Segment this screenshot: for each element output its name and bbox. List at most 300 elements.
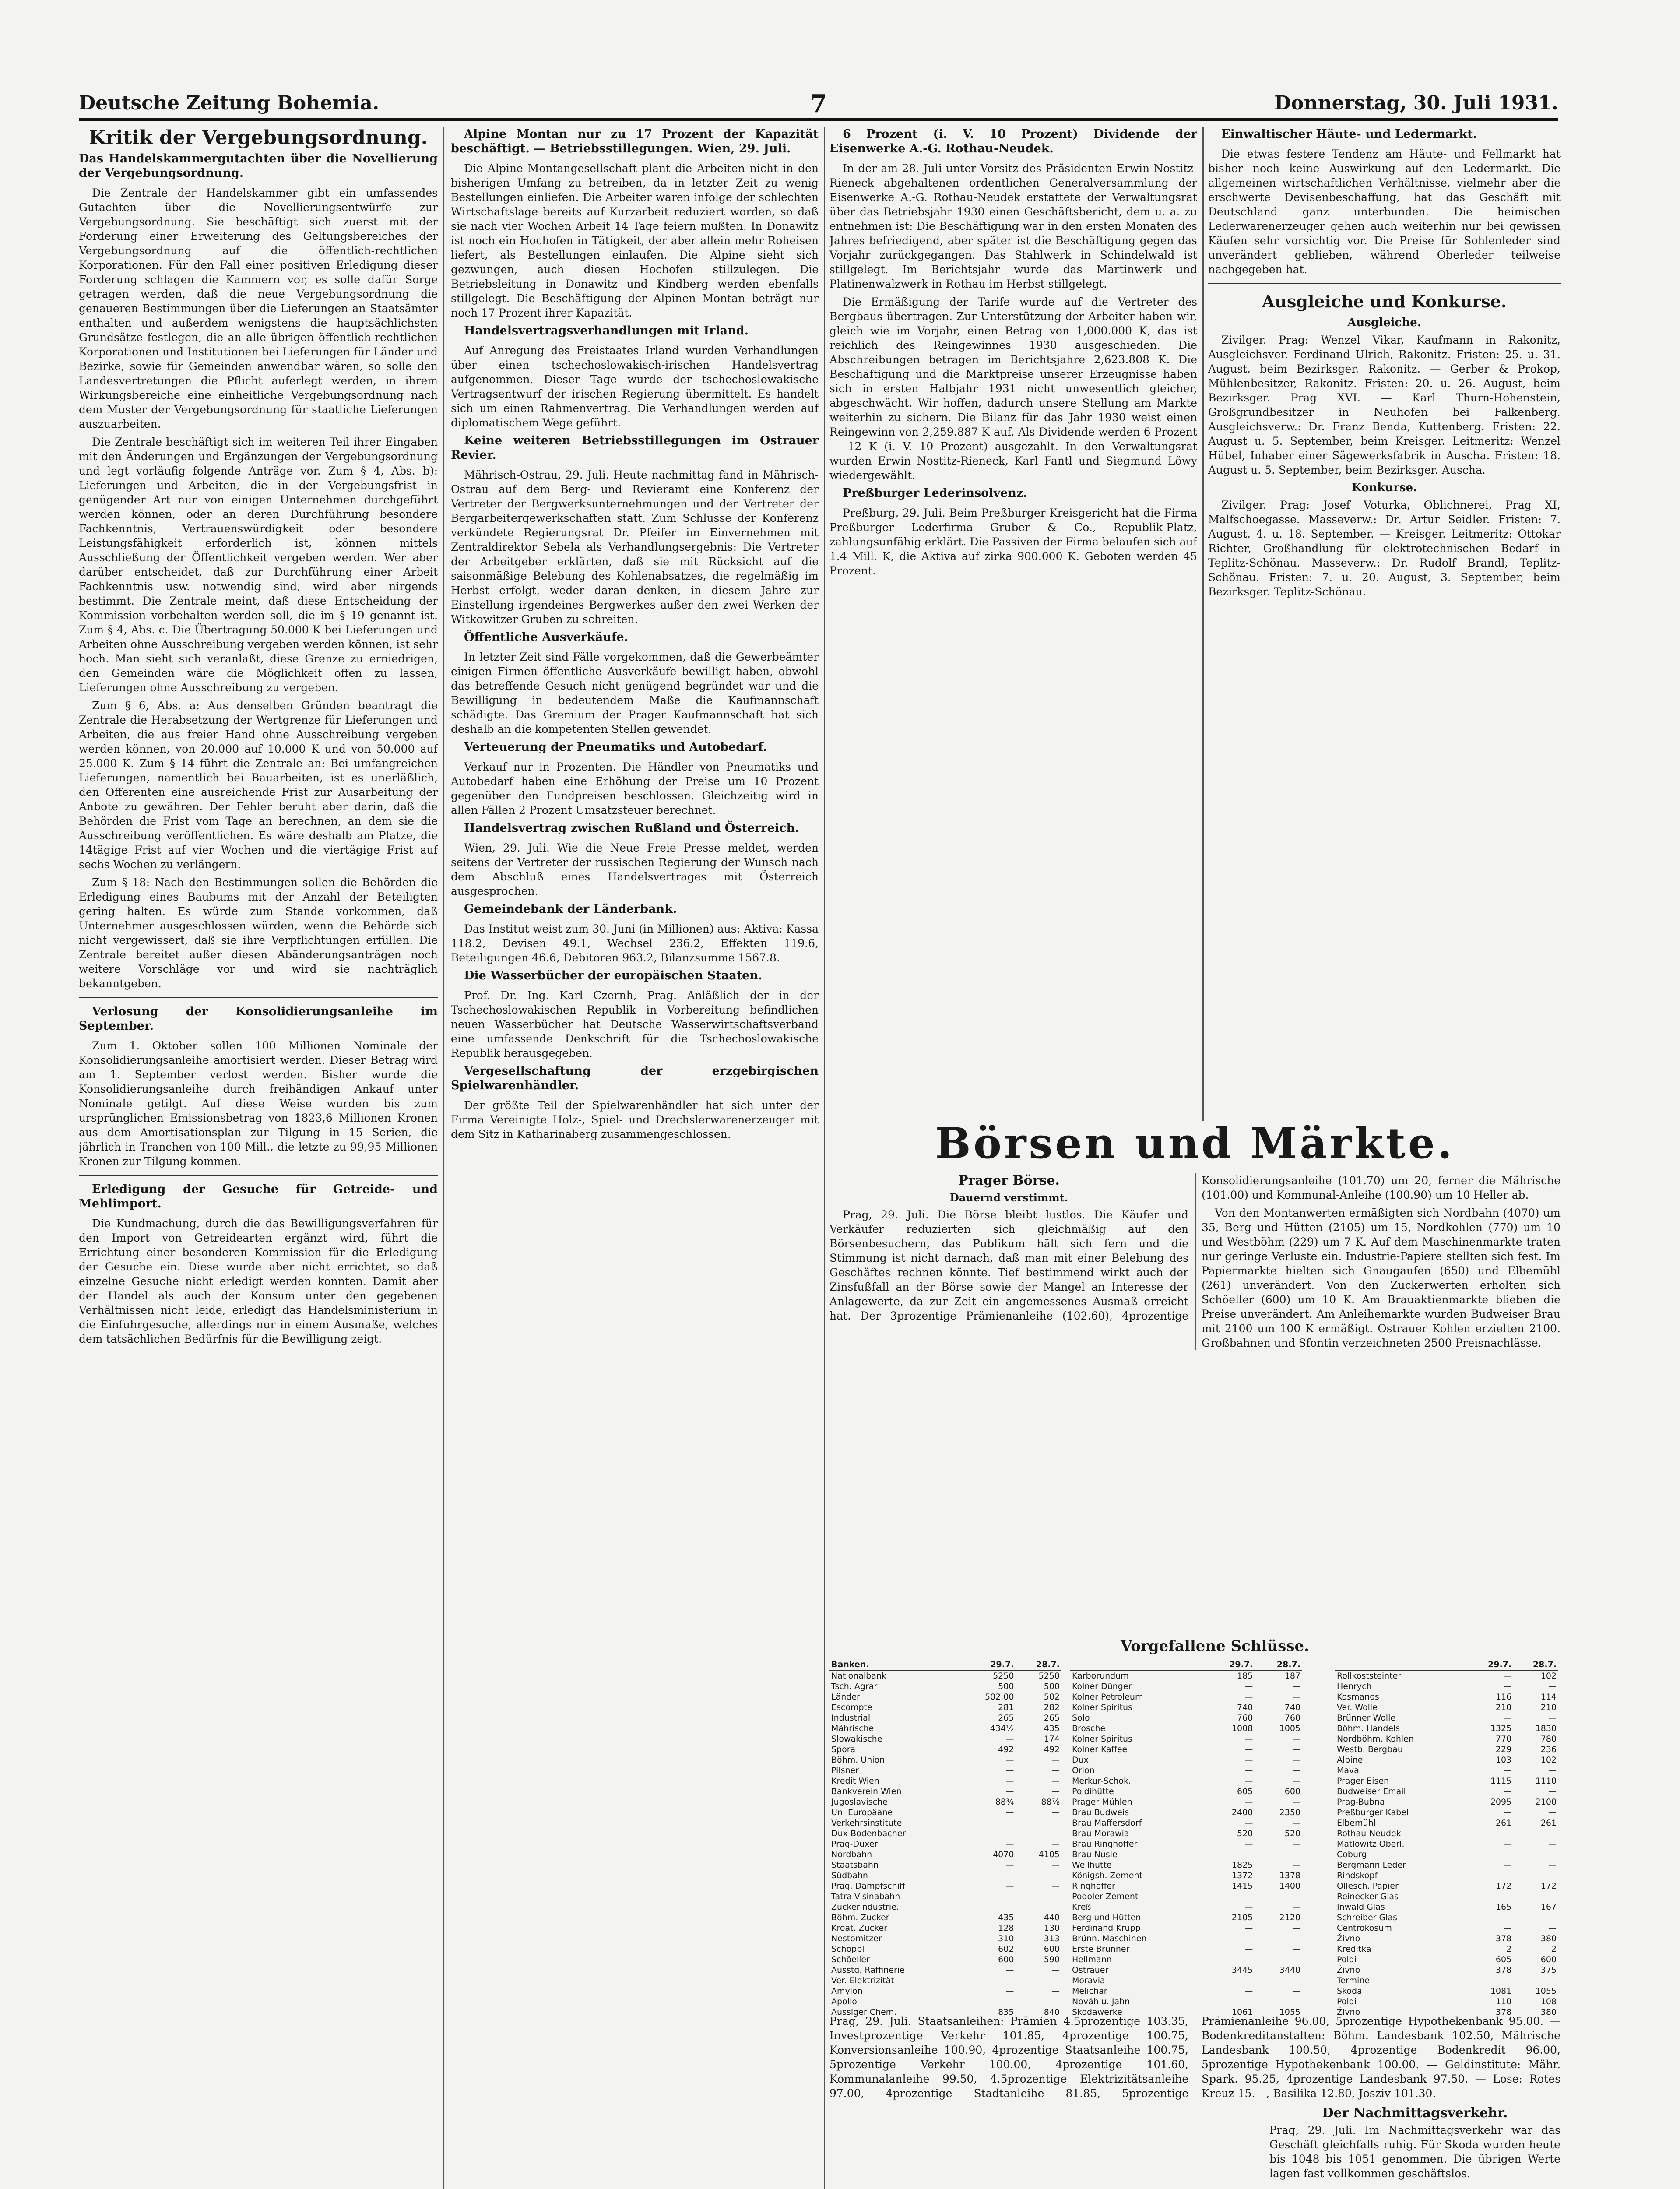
table-cell: Elbemühl [1337, 1818, 1376, 1828]
table-row [1335, 1818, 1558, 1828]
table-cell: — [1503, 1766, 1512, 1775]
table-cell: Slowakische [831, 1734, 882, 1744]
table-row [1335, 1944, 1558, 1954]
table-cell: Nationalbank [831, 1671, 886, 1681]
table-row [1335, 1734, 1558, 1744]
table-cell: Kolner Petroleum [1072, 1692, 1143, 1702]
table-row [1335, 1713, 1558, 1723]
table-cell: — [1005, 1860, 1014, 1870]
table-row [829, 1681, 1061, 1692]
table-cell: Brau Morawia [1072, 1829, 1129, 1838]
table-cell: Spora [831, 1745, 856, 1754]
table-cell: 740 [1237, 1703, 1253, 1712]
column-4 [1208, 127, 1561, 1121]
table-row [1070, 1818, 1302, 1828]
table-cell: 313 [1044, 1934, 1060, 1943]
table-cell: Jugoslavische [831, 1797, 888, 1807]
table-cell: 502.00 [984, 1692, 1014, 1702]
table-cell: — [1548, 1808, 1557, 1817]
trades-title: Vorgefallene Schlüsse. [1121, 1637, 1309, 1655]
table-cell: 261 [1540, 1818, 1557, 1828]
table-cell: Karborundum [1072, 1671, 1129, 1681]
table-row [1335, 1912, 1558, 1923]
paragraph: Zum § 6, Abs. a: Aus denselben Gründen beantragt die Zentrale die Herabsetzung der Wertgrenze für Lieferungen und Arbeiten, die aus freier Hand ohne Ausschreibung vergeben werden können, von 20.000 auf 10.000 K und von 50.000 auf 25.000 K. Zum § 14 führt die Zentrale an: Bei umfangreichen Lieferungen, namentlich bei Bauarbeiten, ist es unerläßlich, den Offerenten eine ausreichende Frist zur Ausarbeitung der Anbote zu gewähren. Der Fehler beruht aber darin, daß die Behörden die Frist vom Tage an berechnen, an dem sie die Ausschreibung veröffentlichen. Es wäre deshalb am Platze, die 14tägige Frist auf vier Wochen und die viertägige Frist auf sechs Wochen zu verlängern. [79, 699, 438, 871]
table-cell: — [1051, 1766, 1060, 1775]
table-cell: — [1244, 1944, 1253, 1954]
table-cell: Skodawerke [1072, 2007, 1122, 2017]
table-header: 28.7. [1255, 1659, 1302, 1670]
table-cell: 174 [1044, 1734, 1060, 1744]
table-cell: — [1244, 1892, 1253, 1901]
table-cell: — [1244, 1776, 1253, 1786]
table-cell: Poldi [1337, 1997, 1357, 2006]
table-row [1070, 1870, 1302, 1881]
table-cell: Bankverein Wien [831, 1787, 902, 1796]
table-cell: 187 [1284, 1671, 1300, 1681]
section-title: Alpine Montan nur zu 17 Prozent der Kapazität beschäftigt. — Betriebsstillegungen. Wien, 29. Juli. [451, 127, 819, 155]
table-row [829, 1923, 1061, 1933]
table-cell: Nestomitzer [831, 1934, 882, 1943]
table-cell: 500 [1044, 1682, 1060, 1691]
table-cell: — [1503, 1839, 1512, 1849]
table-row [829, 1734, 1061, 1744]
table-cell: Skoda [1337, 1986, 1362, 1996]
section-title: Preßburger Lederinsolvenz. [843, 486, 1027, 500]
table-row [829, 1870, 1061, 1881]
table-cell [1468, 1975, 1513, 1986]
table-cell: 102 [1540, 1755, 1557, 1765]
table-cell: — [1292, 1902, 1300, 1912]
section-heading: Der Nachmittagsverkehr. [1322, 2106, 1508, 2121]
table-row [1070, 1902, 1302, 1912]
table-cell: 265 [998, 1713, 1014, 1723]
section-title: Öffentliche Ausverkäufe. [464, 630, 629, 644]
table-cell: Apollo [831, 1997, 857, 2006]
paragraph: Zivilger. Prag: Josef Voturka, Oblichnerei, Prag XI, Malfschoegasse. Masseverw.: Dr. Artur Seidler. Fristen: 7. August, 4. u. 18. September. — Kreisger. Leitmeritz: Ottokar Richter, Großhandlung für elektrotechnischen Bedarf in Teplitz-Schönau. Masseverw.: Dr. Rudolf Brandl, Teplitz-Schönau. Fristen: 7. u. 20. August, 3. September, beim Bezirksger. Teplitz-Schönau. [1208, 499, 1561, 598]
table-row [829, 1986, 1061, 1996]
table-cell: — [1051, 1965, 1060, 1975]
table-cell: 88⅞ [1041, 1797, 1060, 1807]
table-cell: 520 [1284, 1829, 1300, 1838]
table-cell: Tsch. Agrar [831, 1682, 878, 1691]
table-row [829, 1975, 1061, 1986]
table-row [1070, 1702, 1302, 1713]
paragraph: Zivilger. Prag: Wenzel Vikar, Kaufmann in Rakonitz, Ausgleichsver. Ferdinand Ulrich, Rakonitz. Fristen: 25. u. 31. August, beim Bezirksger. Rakonitz. — Gerber & Prokop, Mühlenbesitzer, Rakonitz. Fristen: 20. u. 26. August, beim Bezirksger. Prag XVI. — Karl Thurn-Hohenstein, Großgrundbesitzer in Neuhofen bei Falkenberg. Ausgleichsverw.: Dr. Franz Benda, Kuttenberg. Fristen: 22. August u. 5. September, beim Kreisger. Leitmeritz: Wenzel Hübel, Inhaber einer Sägewerksfabrik in Auscha. Fristen: 18. August u. 5. September, beim Bezirksger. Auscha. [1208, 334, 1561, 476]
table-row [829, 1786, 1061, 1797]
table-cell: — [1244, 1734, 1253, 1744]
table-cell: — [1292, 1818, 1300, 1828]
table-cell: Podoler Zement [1072, 1892, 1139, 1901]
table-cell: Ollesch. Papier [1337, 1881, 1399, 1891]
table-cell: — [1292, 1986, 1300, 1996]
table-cell: 108 [1540, 1997, 1557, 2006]
table-cell: Kreß [1072, 1902, 1091, 1912]
masthead [79, 88, 1558, 121]
table-cell: — [1292, 1692, 1300, 1702]
table-row [1335, 1839, 1558, 1849]
table-row [829, 1723, 1061, 1734]
table-cell: — [1292, 1944, 1300, 1954]
table-cell: Westb. Bergbau [1337, 1745, 1403, 1754]
table-cell: Prag-Bubna [1337, 1797, 1385, 1807]
table-row [829, 1755, 1061, 1765]
table-cell: — [1292, 1734, 1300, 1744]
table-cell: — [1244, 1976, 1253, 1985]
table-row [1335, 1670, 1558, 1681]
table-cell: Kosmanos [1337, 1692, 1379, 1702]
table-cell: Hellmann [1072, 1955, 1112, 1964]
paragraph: Die Ermäßigung der Tarife wurde auf die Vertreter des Bergbaus übertragen. Zur Unterstützung der Arbeiter haben wir, gleich wie im Vorjahr, einen Betrag von 1,000.000 K, das ist reichlich des Reingewinnes 1930 ausgeschieden. Die Abschreibungen betragen im Berichtsjahre 2,623.808 K. Die Beschäftigung und die Marktpreise unserer Erzeugnisse haben sich in ersten Halbjahr 1931 nicht unwesentlich gleicher, abgeschwächt. Wir hoffen, dadurch unsere Stellung am Markte weiterhin zu sichern. Die Bilanz für das Jahr 1930 weist einen Reingewinn von 2,259.887 K auf. Als Dividende werden 6 Prozent — 12 K (i. V. 10 Prozent) ausgezahlt. In den Verwaltungsrat wurden Erwin Nostitz-Rieneck, Karl Fantl und Siegmund Löwy wiedergewählt. [829, 296, 1197, 482]
table-cell: Ausstg. Raffinerie [831, 1965, 905, 1975]
section-title: Handelsvertrag zwischen Rußland und Österreich. [464, 821, 799, 835]
table-cell: — [1503, 1892, 1512, 1901]
table-row [1070, 1713, 1302, 1723]
table-cell [1016, 1818, 1061, 1828]
table-cell: 210 [1540, 1703, 1557, 1712]
table-cell: Dux [1072, 1755, 1089, 1765]
table-cell: — [1548, 1829, 1557, 1838]
table-cell: 1008 [1231, 1724, 1253, 1733]
table-row [829, 1692, 1061, 1702]
table-cell: Schöeller [831, 1955, 870, 1964]
table-row [1070, 1965, 1302, 1975]
paragraph: Mährisch-Ostrau, 29. Juli. Heute nachmittag fand in Mährisch-Ostrau auf dem Berg- und Revieramt eine Konferenz der Vertreter der Bergwerksunternehmungen und der Vertreter der Bergarbeitergewerkschaften statt. Zum Schlusse der Konferenz verkündete Regierungsrat Dr. Pfeifer im Einvernehmen mit Zentraldirektor Sebela als Verhandlungsergebnis: Die Vertreter der Arbeitgeber erklärten, daß sie mit Rücksicht auf die saisonmäßige Belebung des Kohlenabsatzes, die regelmäßig im Herbst erfolgt, weder daran denken, in diesem Jahre zur Einstellung irgendeines Bergwerkes außer den zwei Werken der Witkowitzer Gruben zu schreiten. [451, 468, 819, 626]
table-cell: 103 [1495, 1755, 1512, 1765]
table-cell [1016, 1902, 1061, 1912]
paragraph: In der am 28. Juli unter Vorsitz des Präsidenten Erwin Nostitz-Rieneck abgehaltenen ordentlichen Generalversammlung der Eisenwerke A.-G. Rothau-Neudek erstattete der Verwaltungsrat über das Betriebsjahr 1930 einen Geschäftsbericht, dem u. a. zu entnehmen ist: Die Beschäftigung war in den ersten Monaten des Jahres befriedigend, aber später ist die Beschäftigung gegen das Vorjahr zurückgegangen. Das Stahlwerk in Schindelwald ist stillgelegt. Im Berichtsjahr wurde das Martinwerk und Platinenwalzwerk in Rothau im Herbst stillgelegt. [829, 162, 1197, 290]
table-cell: Nováh u. Jahn [1072, 1997, 1130, 2006]
issue-date: Donnerstag, 30. Juli 1931. [1274, 92, 1558, 114]
table-cell: 4070 [993, 1850, 1014, 1859]
afternoon-trading [1269, 2106, 1561, 2189]
table-row [1335, 1923, 1558, 1933]
table-cell: — [1005, 1808, 1014, 1817]
table-cell: Staatsbahn [831, 1860, 879, 1870]
table-cell: — [1292, 1755, 1300, 1765]
table-cell: 102 [1540, 1671, 1557, 1681]
table-row [829, 1902, 1061, 1912]
table-cell: 165 [1495, 1902, 1512, 1912]
table-cell: — [1051, 1976, 1060, 1985]
table-cell: 1110 [1535, 1776, 1557, 1786]
table-cell: 116 [1495, 1692, 1512, 1702]
table-cell: Ringhoffer [1072, 1881, 1115, 1891]
table-row [1070, 1670, 1302, 1681]
table-cell: Nordböhm. Kohlen [1337, 1734, 1414, 1744]
table-header: 28.7. [1513, 1659, 1558, 1670]
table-cell: Inwald Glas [1337, 1902, 1385, 1912]
table-cell: 88¾ [995, 1797, 1014, 1807]
table-cell: 130 [1044, 1923, 1060, 1933]
table-cell: 229 [1495, 1745, 1512, 1754]
table-row [1070, 1849, 1302, 1860]
table-cell: — [1051, 1881, 1060, 1891]
table-cell: Brau Budweis [1072, 1808, 1129, 1817]
table-cell [961, 1818, 1016, 1828]
table-cell: 500 [998, 1682, 1014, 1691]
table-cell: Živno [1337, 2007, 1360, 2017]
table-cell: — [1548, 1766, 1557, 1775]
table-cell: — [1244, 1692, 1253, 1702]
table-cell: — [1503, 1850, 1512, 1859]
table-cell: — [1244, 1850, 1253, 1859]
table-cell: — [1244, 1902, 1253, 1912]
table-cell: — [1005, 1965, 1014, 1975]
table-row [1070, 1786, 1302, 1797]
divider [79, 997, 438, 998]
table-cell: — [1548, 1713, 1557, 1723]
table-cell: — [1005, 1734, 1014, 1744]
column-2 [451, 127, 819, 2189]
table-cell: Amylon [831, 1986, 863, 1996]
table-cell: — [1292, 1797, 1300, 1807]
table-cell: 1415 [1231, 1881, 1253, 1891]
table-cell: 261 [1495, 1818, 1512, 1828]
section-title: Erledigung der Gesuche für Getreide- und Mehlimport. [79, 1182, 438, 1211]
table-cell: 492 [998, 1745, 1014, 1754]
table-row [1070, 1744, 1302, 1755]
paragraph: Prof. Dr. Ing. Karl Czernh, Prag. Anläßlich der in der Tschechoslowakischen Republik in Vorbereitung befindlichen neuen Wasserbücher hat Deutsche Wasserwirtschaftsverband eine umfassende Denkschrift für die Tschechoslowakische Republik herausgegeben. [451, 989, 819, 1059]
table-row [1335, 1860, 1558, 1870]
table-header [1070, 1659, 1207, 1670]
column-divider [443, 127, 444, 2189]
table-row [1070, 1881, 1302, 1891]
table-row [1335, 1891, 1558, 1902]
table-cell: — [1005, 1787, 1014, 1796]
table-cell: 835 [998, 2007, 1014, 2017]
table-cell: 600 [1540, 1955, 1557, 1964]
table-cell: 378 [1495, 1934, 1512, 1943]
divider [79, 1175, 438, 1176]
table-cell: Živno [1337, 1965, 1360, 1975]
table-row [1070, 1944, 1302, 1954]
table-cell: 2100 [1535, 1797, 1557, 1807]
table-cell: 1372 [1231, 1871, 1253, 1880]
table-row [1335, 1975, 1558, 1986]
section-title: Die Wasserbücher der europäischen Staaten. [464, 969, 763, 982]
table-cell: — [1244, 1755, 1253, 1765]
table-row [829, 1807, 1061, 1818]
table-row [1070, 1923, 1302, 1933]
paragraph: Von den Montanwerten ermäßigten sich Nordbahn (4070) um 35, Berg und Hütten (2105) um 15, Nordkohlen (770) um 10 und Westböhm (229) um 7 K. Auf dem Maschinenmarkte traten nur geringe Verluste ein. Industrie-Papiere stellten sich fest. Im Papiermarkte hielten sich Gnaugaufen (650) und Elbemühl (261) unverändert. Von den Zuckerwerten erholten sich Schöeller (600) um 10 K. Am Brauaktienmarkte blieben die Preise unverändert. Am Anleihemarkte wurden Budweiser Brau mit 2100 um 100 K ermäßigt. Ostrauer Kohlen erzielten 2100. Großbahnen und Sfontin verzeichneten 2500 Preisnachlässe. [1202, 1207, 1561, 1349]
table-cell: — [1503, 1923, 1512, 1933]
table-cell: — [1503, 1808, 1512, 1817]
table-cell: Ver. Wolle [1337, 1703, 1378, 1712]
table-row [1335, 1986, 1558, 1996]
table-cell: 780 [1540, 1734, 1557, 1744]
table-cell: 2 [1551, 1944, 1557, 1954]
table-cell: Solo [1072, 1713, 1090, 1723]
table-cell: 1081 [1490, 1986, 1512, 1996]
subsection-heading: Dauernd verstimmt. [949, 1191, 1068, 1204]
table-cell: Kolner Spiritus [1072, 1734, 1132, 1744]
table-cell: Mährische [831, 1724, 874, 1733]
table-cell: Prager Mühlen [1072, 1797, 1132, 1807]
table-cell: Rollkoststeinter [1337, 1671, 1402, 1681]
table-cell: — [1244, 1839, 1253, 1849]
paragraph: Wien, 29. Juli. Wie die Neue Freie Presse meldet, werden seitens der Vertreter der russischen Regierung der Wunsch nach dem Abschluß eines Handelsvertrages mit Österreich ausgesprochen. [451, 841, 819, 897]
table-header: 29.7. [961, 1659, 1016, 1670]
table-row [829, 1996, 1061, 2007]
paragraph: Die Zentrale der Handelskammer gibt ein umfassendes Gutachten über die Novellierungsentwürfe zur Vergebungsordnung. Sie beschäftigt sich zuerst mit der Forderung einer Erweiterung des Geltungsbereiches der Vergebungsordnung auf die öffentlich-rechtlichen Korporationen. Für den Fall einer positiven Erledigung dieser Forderung schlagen die Kammern vor, es solle dafür Sorge getragen werden, daß die neue Vergebungsordnung die genaueren Bestimmungen über die Lieferungen an Staatsämter enthalten und außerdem wenigstens die hauptsächlichsten Grundsätze festlegen, die an alle übrigen öffentlich-rechtlichen Korporationen und Institutionen bei Lieferungen für Länder und Bezirke, sowie für Gemeinden anwendbar wären, so solle den Landesvertretungen die Pflicht auferlegt werden, in ihrem Wirkungsbereiche eine einheitliche Vergebungsordnung nach dem Muster der Vergebungsordnung für staatliche Lieferungen auszuarbeiten. [79, 187, 438, 430]
table-cell: — [1548, 1923, 1557, 1933]
paragraph: In letzter Zeit sind Fälle vorgekommen, daß die Gewerbeämter einigen Firmen öffentliche Ausverkäufe bewilligt haben, obwohl das betreffende Gesuch nicht genügend begründet war und die Bewilligung in bedeutendem Maße die Kaufmannschaft schädigte. Das Gremium der Prager Kaufmannschaft hat sich deshalb an die kompetenten Stellen gewendet. [451, 651, 819, 736]
table-row [829, 1818, 1061, 1828]
table-cell: Schöppl [831, 1944, 865, 1954]
table-row [1070, 1692, 1302, 1702]
subsection-heading: Konkurse. [1351, 481, 1417, 494]
table-cell: — [1503, 1871, 1512, 1880]
table-row [829, 1933, 1061, 1944]
table-cell: Kroat. Zucker [831, 1923, 887, 1933]
table-row [1070, 1755, 1302, 1765]
table-cell: Prag-Duxer [831, 1839, 878, 1849]
table-cell: 114 [1540, 1692, 1557, 1702]
table-row [1070, 1828, 1302, 1839]
table-cell: Moravia [1072, 1976, 1105, 1985]
table-cell: — [1051, 1860, 1060, 1870]
table-cell: 1055 [1279, 2007, 1300, 2017]
table-header: 28.7. [1016, 1659, 1061, 1670]
table-cell: Wellhütte [1072, 1860, 1112, 1870]
table-cell: — [1244, 1986, 1253, 1996]
table-header [1335, 1659, 1468, 1670]
table-cell: — [1548, 1682, 1557, 1691]
table-cell: 602 [998, 1944, 1014, 1954]
table-cell: — [1503, 1913, 1512, 1922]
table-row [829, 1912, 1061, 1923]
table-cell: 600 [1284, 1787, 1300, 1796]
table-cell: Centrokosum [1337, 1923, 1392, 1933]
column-divider [1202, 127, 1204, 1121]
table-row [1335, 1996, 1558, 2007]
table-cell: 1830 [1535, 1724, 1557, 1733]
table-cell: 210 [1495, 1703, 1512, 1712]
table-header: 29.7. [1207, 1659, 1255, 1670]
markets-section [829, 1173, 1561, 1615]
table-cell: — [1005, 1755, 1014, 1765]
table-row [829, 1881, 1061, 1891]
table-row [829, 1797, 1061, 1807]
divider [1208, 283, 1561, 284]
table-cell: 1115 [1490, 1776, 1512, 1786]
table-row [1070, 1954, 1302, 1965]
table-row [1070, 1723, 1302, 1734]
table-row [1335, 1744, 1558, 1755]
table-cell: — [1005, 1829, 1014, 1838]
paragraph: Verkauf nur in Prozenten. Die Händler von Pneumatiks und Autobedarf haben eine Erhöhung der Preise um 10 Prozent gegenüber den Fundpreisen beschlossen. Gleichzeitig wird in allen Fällen 2 Prozent Umsatzsteuer berechnet. [451, 760, 819, 816]
table-cell: Poldi [1337, 1955, 1357, 1964]
table-cell: 2350 [1279, 1808, 1300, 1817]
table-cell: — [1503, 1671, 1512, 1681]
table-row [829, 1713, 1061, 1723]
table-cell: — [1548, 1850, 1557, 1859]
table-cell [961, 1902, 1016, 1912]
table-cell: — [1005, 1986, 1014, 1996]
table-cell: 282 [1044, 1703, 1060, 1712]
table-cell: — [1292, 1934, 1300, 1943]
table-cell: Brünner Wolle [1337, 1713, 1396, 1723]
table-row [829, 1702, 1061, 1713]
table-cell: — [1051, 1892, 1060, 1901]
markets-title: Börsen und Märkte. [935, 1119, 1455, 1168]
section-heading: Ausgleiche und Konkurse. [1262, 292, 1507, 311]
table-cell: — [1005, 1766, 1014, 1775]
table-row [1335, 1881, 1558, 1891]
table-cell: Kolner Dünger [1072, 1682, 1132, 1691]
subsection-heading: Prager Börse. [958, 1173, 1060, 1188]
table-row [1335, 1723, 1558, 1734]
table-cell: — [1244, 1955, 1253, 1964]
table-cell: — [1244, 1797, 1253, 1807]
table-row [1335, 1776, 1558, 1786]
table-cell: Mava [1337, 1766, 1359, 1775]
table-row [829, 1839, 1061, 1849]
column-3 [829, 127, 1197, 1121]
table-cell: — [1244, 1745, 1253, 1754]
section-title: 6 Prozent (i. V. 10 Prozent) Dividende der Eisenwerke A.-G. Rothau-Neudek. [829, 127, 1197, 155]
table-cell: 435 [998, 1913, 1014, 1922]
table-cell: 375 [1540, 1965, 1557, 1975]
table-cell: 2095 [1490, 1797, 1512, 1807]
table-cell: 378 [1495, 1965, 1512, 1975]
table-cell: Un. Europäane [831, 1808, 893, 1817]
table-cell: Ostrauer [1072, 1965, 1109, 1975]
table-cell: Böhm. Handels [1337, 1724, 1400, 1733]
table-row [1335, 1933, 1558, 1944]
paragraph: Preßburg, 29. Juli. Beim Preßburger Kreisgericht hat die Firma Preßburger Lederfirma Gruber & Co., Republik-Platz, zahlungsunfähig erklärt. Die Passiven der Firma belaufen sich auf 1.4 Mill. K, die Aktiva auf zirka 900.000 K. Geboten werden 45 Prozent. [829, 507, 1197, 577]
table-row [829, 1765, 1061, 1776]
table-cell: Prag. Dampfschiff [831, 1881, 906, 1891]
table-cell [1513, 1975, 1558, 1986]
table-cell: Živno [1337, 1934, 1360, 1943]
table-cell: 1400 [1279, 1881, 1300, 1891]
table-cell: Industrial [831, 1713, 871, 1723]
table-cell: — [1503, 1787, 1512, 1796]
table-cell: — [1244, 1934, 1253, 1943]
article-title: Kritik der Vergebungsordnung. [89, 127, 428, 149]
table-cell: Ver. Elektrizität [831, 1976, 894, 1985]
table-cell: 2400 [1231, 1808, 1253, 1817]
table-cell: Schreiber Glas [1337, 1913, 1398, 1922]
table-row [1070, 1797, 1302, 1807]
table-row [829, 1944, 1061, 1954]
table-cell: Preßburger Kabel [1337, 1808, 1409, 1817]
table-cell: Böhm. Union [831, 1755, 885, 1765]
paragraph: Die Kundmachung, durch die das Bewilligungsverfahren für den Import von Getreidearten ergänzt wird, führt die Errichtung einer besonderen Kommission für die Erledigung der Gesuche ein. Diese wurde aber nicht errichtet, so daß einzelne Gesuche nicht erledigt werden konnten. Damit aber der Handel als auch der Konsum unter den gegebenen Verhältnissen nicht leide, erledigt das Handelsministerium in die Einfuhrgesuche, allerdings nur in einem Ausmaße, welches dem tatsächlichen Bedürfnis für die Bewilligung zeigt. [79, 1217, 438, 1345]
table-cell: Alpine [1337, 1755, 1363, 1765]
table-cell: 605 [1495, 1955, 1512, 1964]
paragraph: Auf Anregung des Freistaates Irland wurden Verhandlungen über einen tschechoslowakisch-irischen Handelsvertrag aufgenommen. Dieser Tage wurde der tschechoslowakische Vertragsentwurf der irischen Regierung übermittelt. Es handelt sich um einen Rahmenvertrag. Die Verhandlungen werden auf diplomatischem Wege geführt. [451, 344, 819, 429]
table-cell: Böhm. Zucker [831, 1913, 889, 1922]
table-cell: 520 [1237, 1829, 1253, 1838]
table-cell: — [1051, 1808, 1060, 1817]
table-cell: Poldihütte [1072, 1787, 1114, 1796]
section-title: Handelsvertragsverhandlungen mit Irland. [464, 324, 749, 338]
subsection-heading: Ausgleiche. [1347, 316, 1421, 329]
section-title: Einwaltischer Häute- und Ledermarkt. [1221, 127, 1477, 141]
table-cell: Brau Ringhoffer [1072, 1839, 1138, 1849]
table-header: Banken. [829, 1659, 961, 1670]
table-cell: — [1005, 1776, 1014, 1786]
table-row [1070, 1860, 1302, 1870]
table-cell: Kolner Spiritus [1072, 1703, 1132, 1712]
table-row [1335, 1828, 1558, 1839]
table-cell: 281 [998, 1703, 1014, 1712]
table-cell: 265 [1044, 1713, 1060, 1723]
table-cell: — [1244, 1923, 1253, 1933]
table-row [829, 1860, 1061, 1870]
